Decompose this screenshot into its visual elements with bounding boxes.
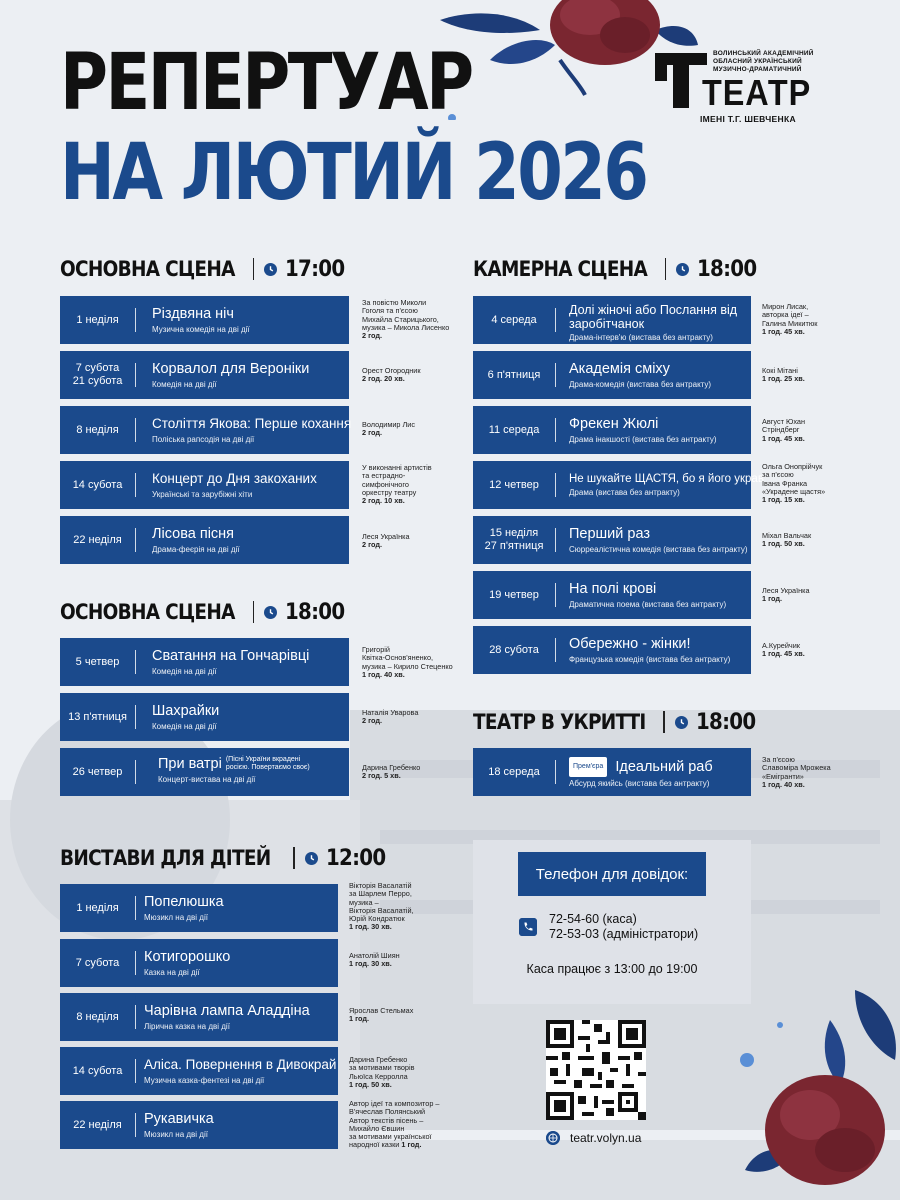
row-divider [135, 1059, 136, 1083]
event-title: На полі крові [569, 581, 657, 597]
event-genre: Драма-феєрія на дві дії [152, 545, 240, 554]
event-title: Концерт до Дня закоханих [152, 471, 317, 486]
qr-code[interactable] [546, 1020, 646, 1120]
event-date: 1 неділя [76, 313, 119, 326]
event-title: Різдвяна ніч [152, 306, 234, 322]
event-title: Чарівна лампа Аладдіна [144, 1003, 310, 1019]
event-row[interactable] [60, 351, 349, 399]
event-date: 19 четвер [489, 588, 539, 601]
row-divider [135, 528, 136, 552]
row-divider [135, 363, 136, 387]
event-info: А.Курейчик 1 год. 45 хв. [762, 641, 805, 659]
event-date: 8 неділя [76, 1010, 119, 1023]
row-divider [135, 308, 136, 332]
logo-top-text: ВОЛИНСЬКИЙ АКАДЕМІЧНИЙ ОБЛАСНИЙ УКРАЇНСЬКИЙ МУЗИЧНО-ДРАМАТИЧНИЙ [713, 50, 814, 73]
contact-heading: Телефон для довідок: [518, 852, 706, 896]
event-note: (Пісні України вкрадені росією. Повертаємо своє) [225, 756, 310, 772]
event-genre: Абсурд якийсь (вистава без антракту) [569, 779, 710, 788]
event-date: 5 четвер [75, 655, 120, 668]
event-row[interactable] [473, 516, 751, 564]
event-title: Перший раз [569, 526, 651, 542]
event-genre: Лірична казка на дві дії [144, 1022, 230, 1031]
event-date: 14 субота [72, 1064, 123, 1077]
event-title: При ватрі [158, 756, 222, 772]
section-time: 18:00 [695, 709, 755, 735]
row-divider [555, 760, 556, 784]
event-genre: Українські та зарубіжні хіти [152, 490, 253, 499]
event-date: 6 п'ятниця [487, 368, 541, 381]
event-info: Наталія Уварова 2 год. [362, 708, 419, 726]
row-divider [555, 308, 556, 332]
event-date: 14 субота [72, 478, 123, 491]
phone-icon [519, 918, 537, 936]
event-title: Не шукайте ЩАСТЯ, бо я його украв [569, 473, 764, 485]
event-genre: Комедія на дві дії [152, 722, 217, 731]
event-info: Леся Українка 2 год. [362, 532, 410, 550]
event-info: Міхал Вальчак 1 год. 50 хв. [762, 531, 812, 549]
event-date: 13 п'ятниця [68, 710, 127, 723]
event-row[interactable] [473, 406, 751, 454]
row-divider [135, 896, 136, 920]
section-title: ОСНОВНА СЦЕНА [60, 257, 235, 281]
section-header-shelter [473, 707, 762, 737]
clock-icon [305, 852, 318, 865]
event-title: Котигорошко [144, 949, 231, 965]
event-row[interactable] [60, 884, 338, 932]
section-time: 17:00 [285, 256, 345, 282]
event-title: Академія сміху [569, 361, 670, 377]
event-row[interactable] [473, 461, 764, 509]
event-title: Століття Якова: Перше кохання [152, 416, 352, 431]
event-row[interactable] [473, 626, 751, 674]
event-row[interactable] [60, 993, 338, 1041]
clock-icon [264, 263, 277, 276]
event-info: Ольга Онопрійчук за п'єсою Івана Франка «Украдене щастя» 1 год. 15 хв. [762, 462, 826, 505]
row-divider [555, 638, 556, 662]
logo-word: ТЕАТР [702, 72, 812, 113]
event-genre: Поліська рапсодія на дві дії [152, 435, 255, 444]
event-title: Аліса. Повернення в Дивокрай [144, 1057, 337, 1072]
event-genre: Французька комедія (вистава без антракту) [569, 655, 731, 664]
event-title: Шахрайки [152, 703, 220, 719]
event-date: 1 неділя [76, 901, 119, 914]
event-genre: Драма (вистава без антракту) [569, 488, 680, 497]
section-header-kids [60, 843, 392, 873]
clock-icon [676, 263, 689, 276]
event-date: 28 субота [489, 643, 539, 656]
premiere-badge: Прем'єра [569, 757, 607, 777]
event-date: 12 четвер [489, 478, 539, 491]
row-divider [555, 583, 556, 607]
globe-icon [546, 1131, 560, 1145]
event-date: 18 середа [488, 765, 540, 778]
event-date: 15 неділя 27 п'ятниця [484, 527, 544, 552]
event-genre: Драма-комедія (вистава без антракту) [569, 380, 712, 389]
event-title: Ідеальний раб [615, 758, 713, 775]
event-row[interactable] [60, 1101, 338, 1149]
row-divider [135, 650, 136, 674]
row-divider [135, 1005, 136, 1029]
section-header-chamber [473, 254, 763, 284]
section-time: 12:00 [325, 845, 386, 871]
event-genre: Казка на дві дії [144, 968, 200, 977]
page-title-line1: РЕПЕРТУАР [60, 38, 472, 128]
section-divider [665, 258, 667, 280]
section-header-main-18 [60, 597, 351, 627]
row-divider [555, 528, 556, 552]
row-divider [555, 418, 556, 442]
event-title: Рукавичка [144, 1111, 214, 1127]
event-row[interactable] [60, 939, 338, 987]
event-genre: Комедія на дві дії [152, 667, 217, 676]
event-title: Лісова пісня [152, 526, 235, 542]
row-divider [555, 473, 556, 497]
event-date: 4 середа [491, 313, 537, 326]
section-divider [293, 847, 295, 869]
section-divider [253, 258, 255, 280]
event-row[interactable] [60, 516, 349, 564]
section-divider [663, 711, 665, 733]
event-genre: Мюзикл на дві дії [144, 913, 208, 922]
event-title: Долі жіночі або Послання від заробітчанок [569, 303, 738, 331]
section-divider [253, 601, 255, 623]
event-genre: Драма-інтерв'ю (вистава без антракту) [569, 333, 713, 342]
event-title: Сватання на Гончарівці [152, 648, 310, 664]
event-title: Фрекен Жюлі [569, 416, 659, 432]
event-row[interactable] [60, 406, 352, 454]
event-row[interactable] [60, 638, 349, 686]
event-title: Попелюшка [144, 894, 224, 910]
event-info: Дарина Гребенко 2 год. 5 хв. [362, 763, 421, 781]
event-row[interactable] [473, 296, 751, 344]
event-row[interactable] [60, 461, 349, 509]
event-info: За повістю Миколи Гоголя та п'єсою Михайла Старицького, музика – Микола Лисенко 2 год. [362, 298, 450, 341]
event-info: У виконанні артистів та естрадно- симфонічного оркестру театру 2 год. 10 хв. [362, 463, 432, 506]
event-genre: Концерт-вистава на дві дії [158, 775, 256, 784]
event-title: Корвалол для Вероніки [152, 361, 310, 377]
event-date: 11 середа [488, 423, 540, 436]
event-info: Анатолій Шиян 1 год. 30 хв. [349, 951, 400, 969]
event-row[interactable] [60, 748, 349, 796]
event-date: 7 субота 21 субота [72, 362, 123, 387]
row-divider [135, 760, 136, 784]
event-info: Вікторія Васалатій за Шарлем Перро, музика – Вікторія Васалатій, Юрій Кондратюк 1 год. 30 хв. [349, 881, 414, 932]
event-row[interactable] [60, 693, 349, 741]
event-date: 8 неділя [76, 423, 119, 436]
event-info: Григорій Квітка-Основ'яненко, музика – Кирило Стеценко 1 год. 40 хв. [362, 645, 453, 679]
website-link[interactable]: teatr.volyn.ua [570, 1131, 642, 1145]
section-header-main-17 [60, 254, 351, 284]
row-divider [135, 418, 136, 442]
row-divider [135, 473, 136, 497]
event-date: 26 четвер [72, 765, 123, 778]
event-genre: Драматична поема (вистава без антракту) [569, 600, 727, 609]
event-info: Автор ідеї та композитор – В'ячеслав Полянський Автор текстів пісень – Михайло Євшин за мотивами української народної казки 1 год. [349, 1099, 440, 1150]
clock-icon [675, 716, 688, 729]
event-info: За п'єсою Славоміра Мрожека «Емігранти» 1 год. 40 хв. [762, 755, 831, 789]
cashdesk-hours: Каса працює з 13:00 до 19:00 [526, 962, 698, 976]
event-info: Дарина Гребенко за мотивами творів Льюїса Керролла 1 год. 50 хв. [349, 1055, 415, 1089]
event-info: Орест Огородник 2 год. 20 хв. [362, 366, 421, 384]
section-title: ВИСТАВИ ДЛЯ ДІТЕЙ [60, 846, 271, 870]
event-info: Мирон Лисак, авторка ідеї – Галина Микитюк 1 год. 45 хв. [762, 302, 818, 336]
section-title: ТЕАТР В УКРИТТІ [473, 710, 646, 734]
event-row[interactable] [473, 351, 751, 399]
event-date: 22 неділя [73, 533, 122, 546]
event-row[interactable] [473, 748, 751, 796]
event-date: 7 субота [75, 956, 120, 969]
page-title-line2: НА ЛЮТИЙ 2026 [60, 128, 647, 218]
event-date: 22 неділя [73, 1118, 122, 1131]
logo-bottom-text: ІМЕНІ Т.Г. ШЕВЧЕНКА [700, 114, 796, 124]
event-info: Леся Українка 1 год. [762, 586, 810, 604]
event-genre: Комедія на дві дії [152, 380, 217, 389]
section-time: 18:00 [285, 599, 345, 625]
event-info: Ярослав Стельмах 1 год. [349, 1006, 414, 1024]
theatre-logo [655, 48, 830, 128]
theatre-logo-mark-icon [655, 53, 707, 108]
clock-icon [264, 606, 277, 619]
section-time: 18:00 [697, 256, 757, 282]
event-genre: Музична комедія на дві дії [152, 325, 250, 334]
event-info: Август Юхан Стріндберг 1 год. 45 хв. [762, 417, 806, 443]
flower-decoration-bottom [735, 980, 900, 1200]
phone-cashdesk[interactable]: 72-54-60 (каса) [549, 912, 637, 926]
phone-administrators[interactable]: 72-53-03 (адміністратори) [549, 927, 699, 941]
section-title: КАМЕРНА СЦЕНА [473, 257, 648, 281]
event-genre: Мюзикл на дві дії [144, 1130, 208, 1139]
event-row[interactable] [473, 571, 751, 619]
event-row[interactable] [60, 1047, 338, 1095]
event-genre: Музична казка-фентезі на дві дії [144, 1076, 265, 1085]
row-divider [555, 363, 556, 387]
event-info: Кокі Мітані 1 год. 25 хв. [762, 366, 805, 384]
row-divider [135, 951, 136, 975]
section-title: ОСНОВНА СЦЕНА [60, 600, 235, 624]
event-genre: Драма інакшості (вистава без антракту) [569, 435, 717, 444]
event-info: Володимир Лис 2 год. [362, 420, 416, 438]
event-row[interactable] [60, 296, 349, 344]
event-title: Обережно - жінки! [569, 636, 691, 652]
row-divider [135, 705, 136, 729]
row-divider [135, 1113, 136, 1137]
event-genre: Сюрреалістична комедія (вистава без антракту) [569, 545, 748, 554]
